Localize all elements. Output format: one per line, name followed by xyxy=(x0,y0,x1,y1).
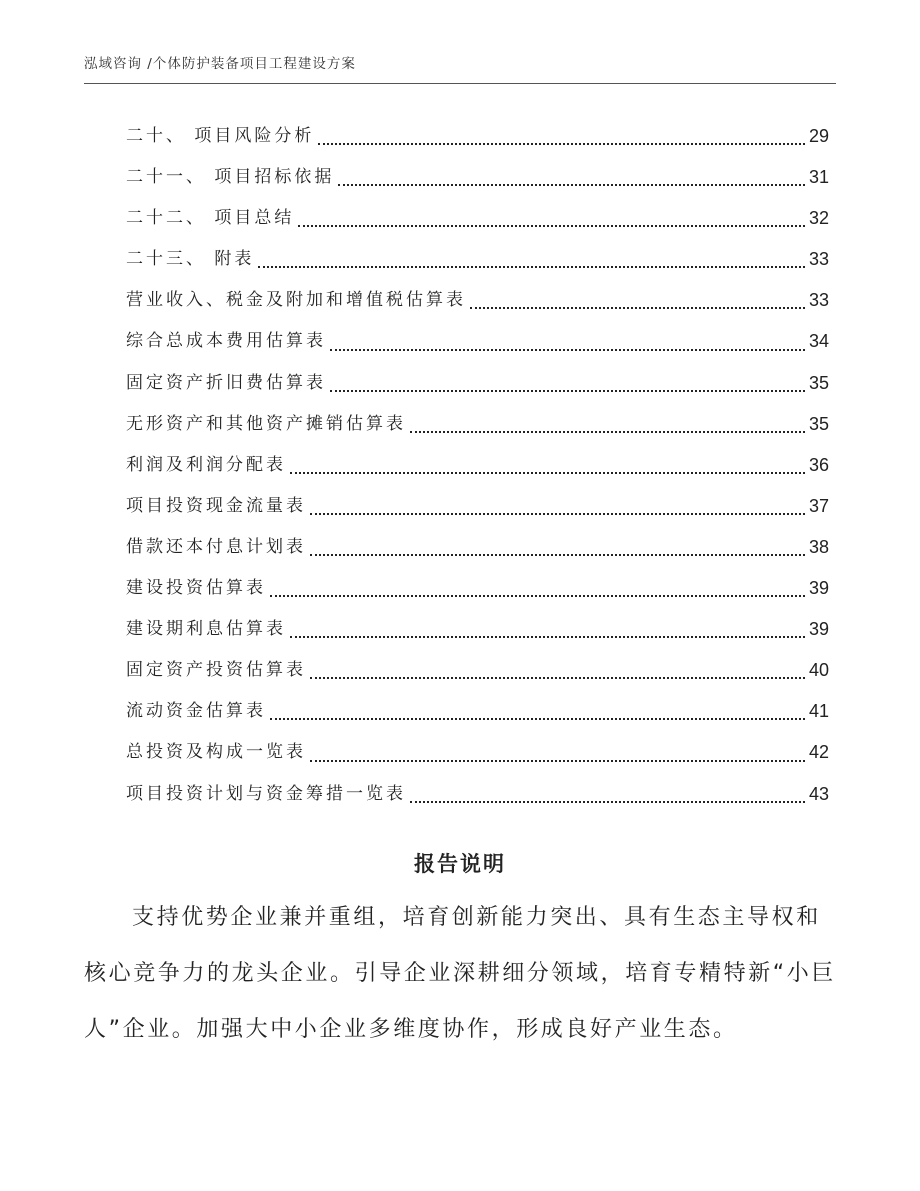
toc-entry-title: 固定资产折旧费估算表 xyxy=(126,372,326,393)
toc-entry-title: 无形资产和其他资产摊销估算表 xyxy=(126,413,406,434)
toc-entry-title: 利润及利润分配表 xyxy=(126,454,286,475)
toc-entry-page: 38 xyxy=(808,536,829,557)
toc-entry-page: 35 xyxy=(808,372,829,393)
toc-entry-page: 31 xyxy=(808,167,829,188)
toc-entry[interactable] xyxy=(126,157,829,198)
toc-entry-page: 33 xyxy=(808,290,829,311)
toc-entry-page: 41 xyxy=(808,701,829,722)
toc-entry[interactable] xyxy=(126,280,829,321)
toc-leader-dots xyxy=(330,390,805,392)
toc-leader-dots xyxy=(318,143,805,145)
toc-entry-title: 二十、 项目风险分析 xyxy=(126,126,315,146)
toc-entry[interactable] xyxy=(126,609,829,650)
toc-leader-dots xyxy=(270,718,805,720)
toc-entry-title: 固定资产投资估算表 xyxy=(126,660,306,681)
toc-leader-dots xyxy=(290,636,805,638)
toc-leader-dots xyxy=(310,513,805,515)
header-divider xyxy=(84,83,836,84)
toc-entry-title: 二十一、 项目招标依据 xyxy=(126,167,335,188)
toc-entry-page: 43 xyxy=(808,783,829,804)
toc-leader-dots xyxy=(470,307,805,309)
toc-entry[interactable] xyxy=(126,404,829,445)
toc-entry-title: 营业收入、税金及附加和增值税估算表 xyxy=(126,290,466,311)
toc-entry-page: 37 xyxy=(808,495,829,516)
toc-entry[interactable] xyxy=(126,321,829,362)
toc-entry-page: 33 xyxy=(808,249,829,270)
toc-entry[interactable] xyxy=(126,445,829,486)
toc-entry-title: 二十三、 附表 xyxy=(126,249,255,270)
toc-entry[interactable] xyxy=(126,650,829,691)
toc-entry-title: 建设投资估算表 xyxy=(126,578,266,599)
page-header: 泓域咨询 /个体防护装备项目工程建设方案 xyxy=(84,56,356,72)
toc-leader-dots xyxy=(290,472,805,474)
toc-leader-dots xyxy=(410,801,805,803)
toc-entry-title: 借款还本付息计划表 xyxy=(126,536,306,557)
toc-leader-dots xyxy=(310,554,805,556)
report-heading: 报告说明 xyxy=(414,852,506,876)
toc-entry-page: 42 xyxy=(808,742,829,763)
toc-entry-title: 二十二、 项目总结 xyxy=(126,208,295,229)
toc-leader-dots xyxy=(258,266,805,268)
toc-entry-page: 29 xyxy=(808,126,829,146)
toc-entry[interactable] xyxy=(126,774,829,815)
toc-entry[interactable] xyxy=(126,691,829,732)
toc-entry-page: 39 xyxy=(808,578,829,599)
toc-entry[interactable] xyxy=(126,486,829,527)
toc-entry-page: 40 xyxy=(808,660,829,681)
toc-leader-dots xyxy=(270,595,805,597)
toc-entry-page: 34 xyxy=(808,331,829,352)
toc-entry-page: 35 xyxy=(808,413,829,434)
toc-entry-title: 项目投资现金流量表 xyxy=(126,495,306,516)
toc-leader-dots xyxy=(310,760,805,762)
toc-entry[interactable] xyxy=(126,363,829,404)
toc-entry-title: 综合总成本费用估算表 xyxy=(126,331,326,352)
toc-leader-dots xyxy=(310,677,805,679)
report-paragraph: 支持优势企业兼并重组，培育创新能力突出、具有生态主导权和核心竞争力的龙头企业。引导企业深耕细分领域，培育专精特新“小巨人”企业。加强大中小企业多维度协作，形成良好产业生态。 xyxy=(84,905,836,1042)
toc-entry-page: 36 xyxy=(808,454,829,475)
toc-leader-dots xyxy=(338,184,805,186)
toc-entry[interactable] xyxy=(126,568,829,609)
toc-entry-page: 39 xyxy=(808,619,829,640)
toc-entry-page: 32 xyxy=(808,208,829,229)
toc-entry[interactable] xyxy=(126,527,829,568)
toc-entry-title: 项目投资计划与资金筹措一览表 xyxy=(126,783,406,804)
toc-entry[interactable] xyxy=(126,732,829,773)
toc-entry[interactable] xyxy=(126,198,829,239)
toc-entry[interactable] xyxy=(126,116,829,157)
toc-entry[interactable] xyxy=(126,239,829,280)
toc-entry-title: 流动资金估算表 xyxy=(126,701,266,722)
toc-entry-title: 总投资及构成一览表 xyxy=(126,742,306,763)
toc-leader-dots xyxy=(298,225,805,227)
toc-leader-dots xyxy=(410,431,805,433)
table-of-contents xyxy=(126,116,829,815)
toc-entry-title: 建设期利息估算表 xyxy=(126,619,286,640)
toc-leader-dots xyxy=(330,349,805,351)
